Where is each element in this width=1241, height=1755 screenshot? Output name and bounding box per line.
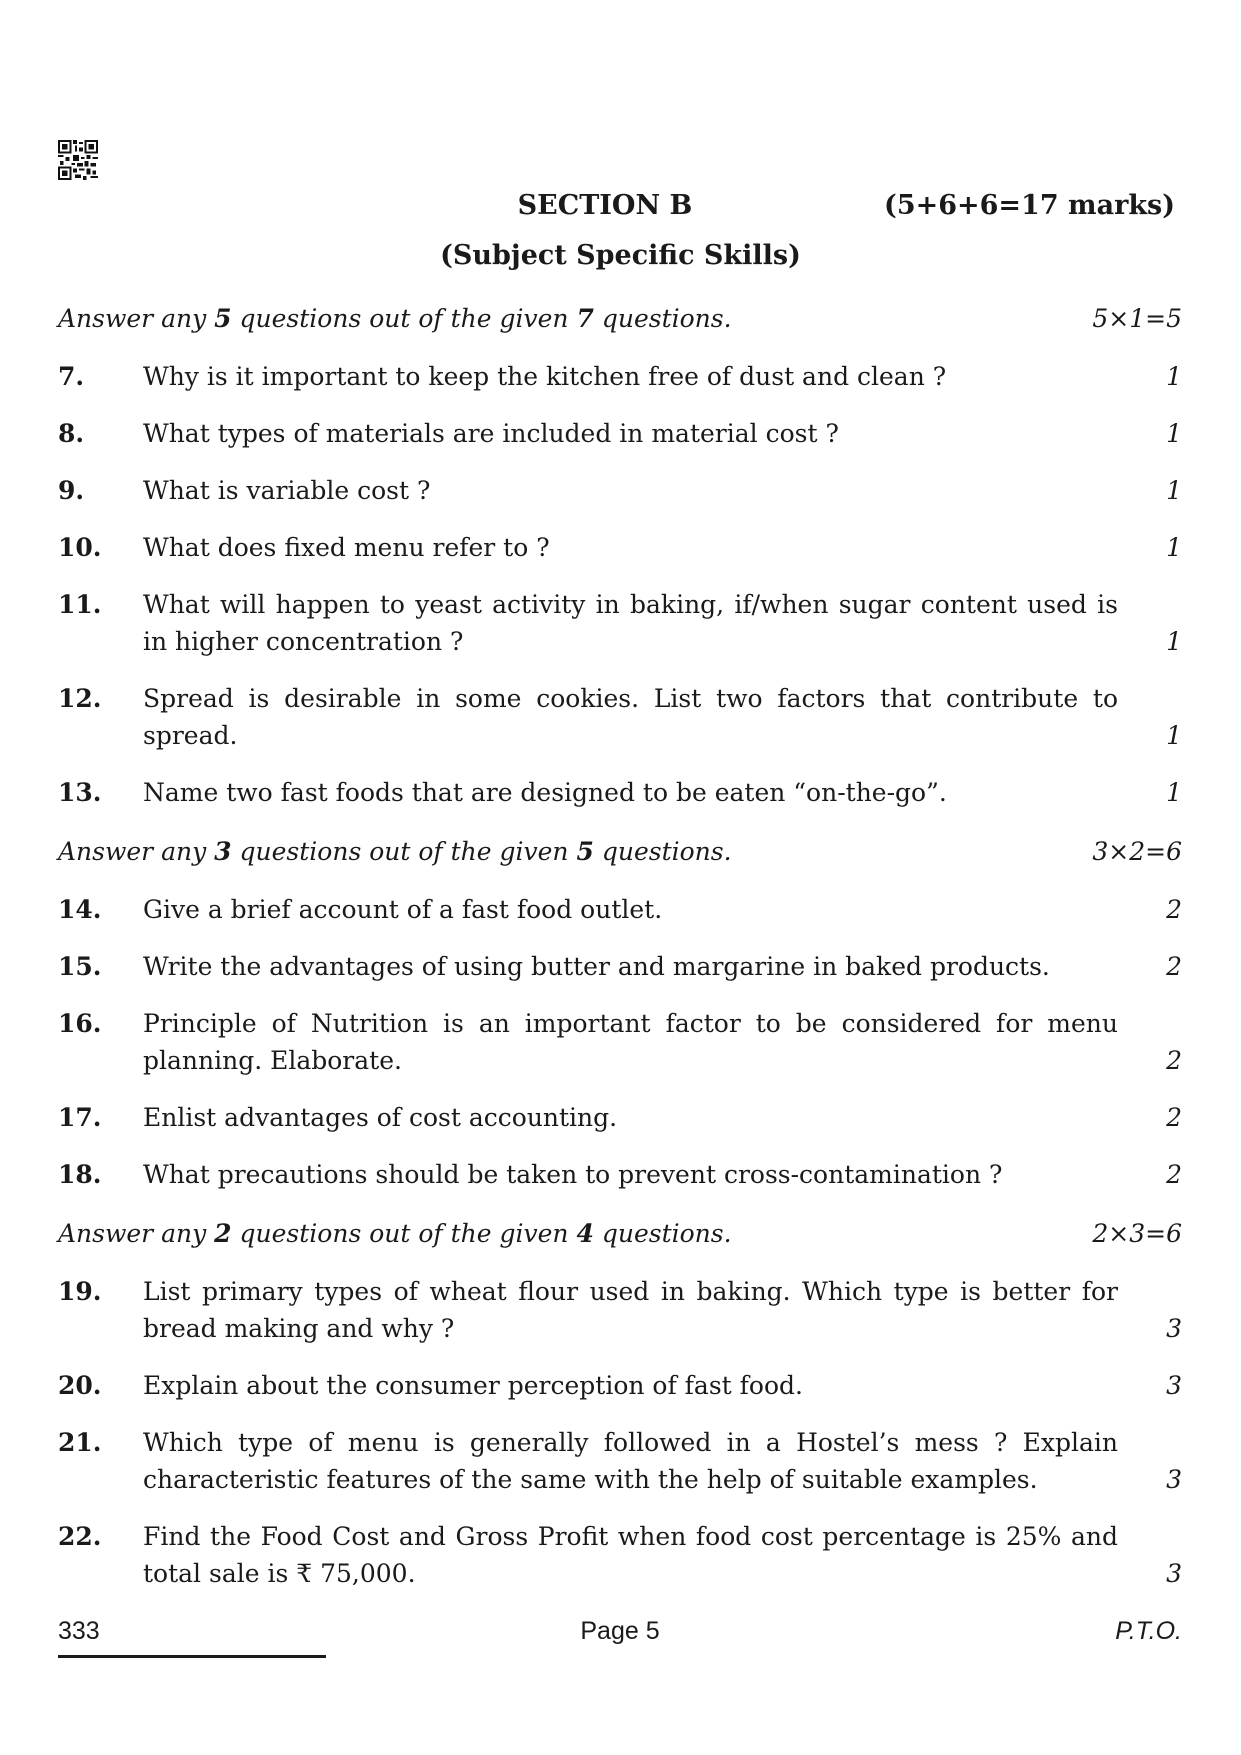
group-marks: 2×3=6 — [1092, 1219, 1182, 1248]
question-20: 20. Explain about the consumer perception of fast food. 3 — [58, 1371, 1182, 1400]
page-footer — [58, 1617, 1182, 1657]
question-11: 11. What will happen to yeast activity in baking, if/when sugar content used is in higher concentration ? 1 — [58, 590, 1182, 656]
section-marks: (5+6+6=17 marks) — [884, 190, 1175, 221]
question-16: 16. Principle of Nutrition is an important factor to be considered for menu planning. Elaborate. 2 — [58, 1009, 1182, 1075]
paper-code: 333 — [58, 1617, 100, 1645]
question-17: 17. Enlist advantages of cost accounting. 2 — [58, 1103, 1182, 1132]
question-8: 8. What types of materials are included in material cost ? 1 — [58, 419, 1182, 448]
group-marks: 5×1=5 — [1092, 304, 1182, 333]
questions-content — [58, 302, 1182, 1612]
question-10: 10. What does fixed menu refer to ? 1 — [58, 533, 1182, 562]
group-instruction: Answer any 3 questions out of the given 5 questions. 3×2=6 — [58, 835, 1182, 869]
group-marks: 3×2=6 — [1092, 837, 1182, 866]
section-heading — [0, 190, 1241, 230]
question-18: 18. What precautions should be taken to prevent cross-contamination ? 2 — [58, 1160, 1182, 1189]
question-22: 22. Find the Food Cost and Gross Profit when food cost percentage is 25% and total sale is ₹ 75,000. 3 — [58, 1522, 1182, 1588]
pto-label: P.T.O. — [1115, 1617, 1182, 1645]
question-15: 15. Write the advantages of using butter and margarine in baked products. 2 — [58, 952, 1182, 981]
group-instruction: Answer any 5 questions out of the given 7 questions. 5×1=5 — [58, 302, 1182, 336]
question-13: 13. Name two fast foods that are designed to be eaten “on-the-go”. 1 — [58, 778, 1182, 807]
question-7: 7. Why is it important to keep the kitchen free of dust and clean ? 1 — [58, 362, 1182, 391]
question-9: 9. What is variable cost ? 1 — [58, 476, 1182, 505]
question-12: 12. Spread is desirable in some cookies. List two factors that contribute to spread. 1 — [58, 684, 1182, 750]
question-14: 14. Give a brief account of a fast food outlet. 2 — [58, 895, 1182, 924]
question-19: 19. List primary types of wheat flour used in baking. Which type is better for bread making and why ? 3 — [58, 1277, 1182, 1343]
paper-code-underline — [58, 1655, 326, 1658]
qr-code-icon — [58, 140, 98, 180]
question-21: 21. Which type of menu is generally followed in a Hostel’s mess ? Explain characteristic features of the same with the help of suitable examples. 3 — [58, 1428, 1182, 1494]
group-instruction: Answer any 2 questions out of the given 4 questions. 2×3=6 — [58, 1217, 1182, 1251]
section-title: SECTION B — [517, 190, 693, 221]
page-number: Page 5 — [580, 1617, 660, 1645]
section-subtitle: (Subject Specific Skills) — [440, 240, 801, 271]
